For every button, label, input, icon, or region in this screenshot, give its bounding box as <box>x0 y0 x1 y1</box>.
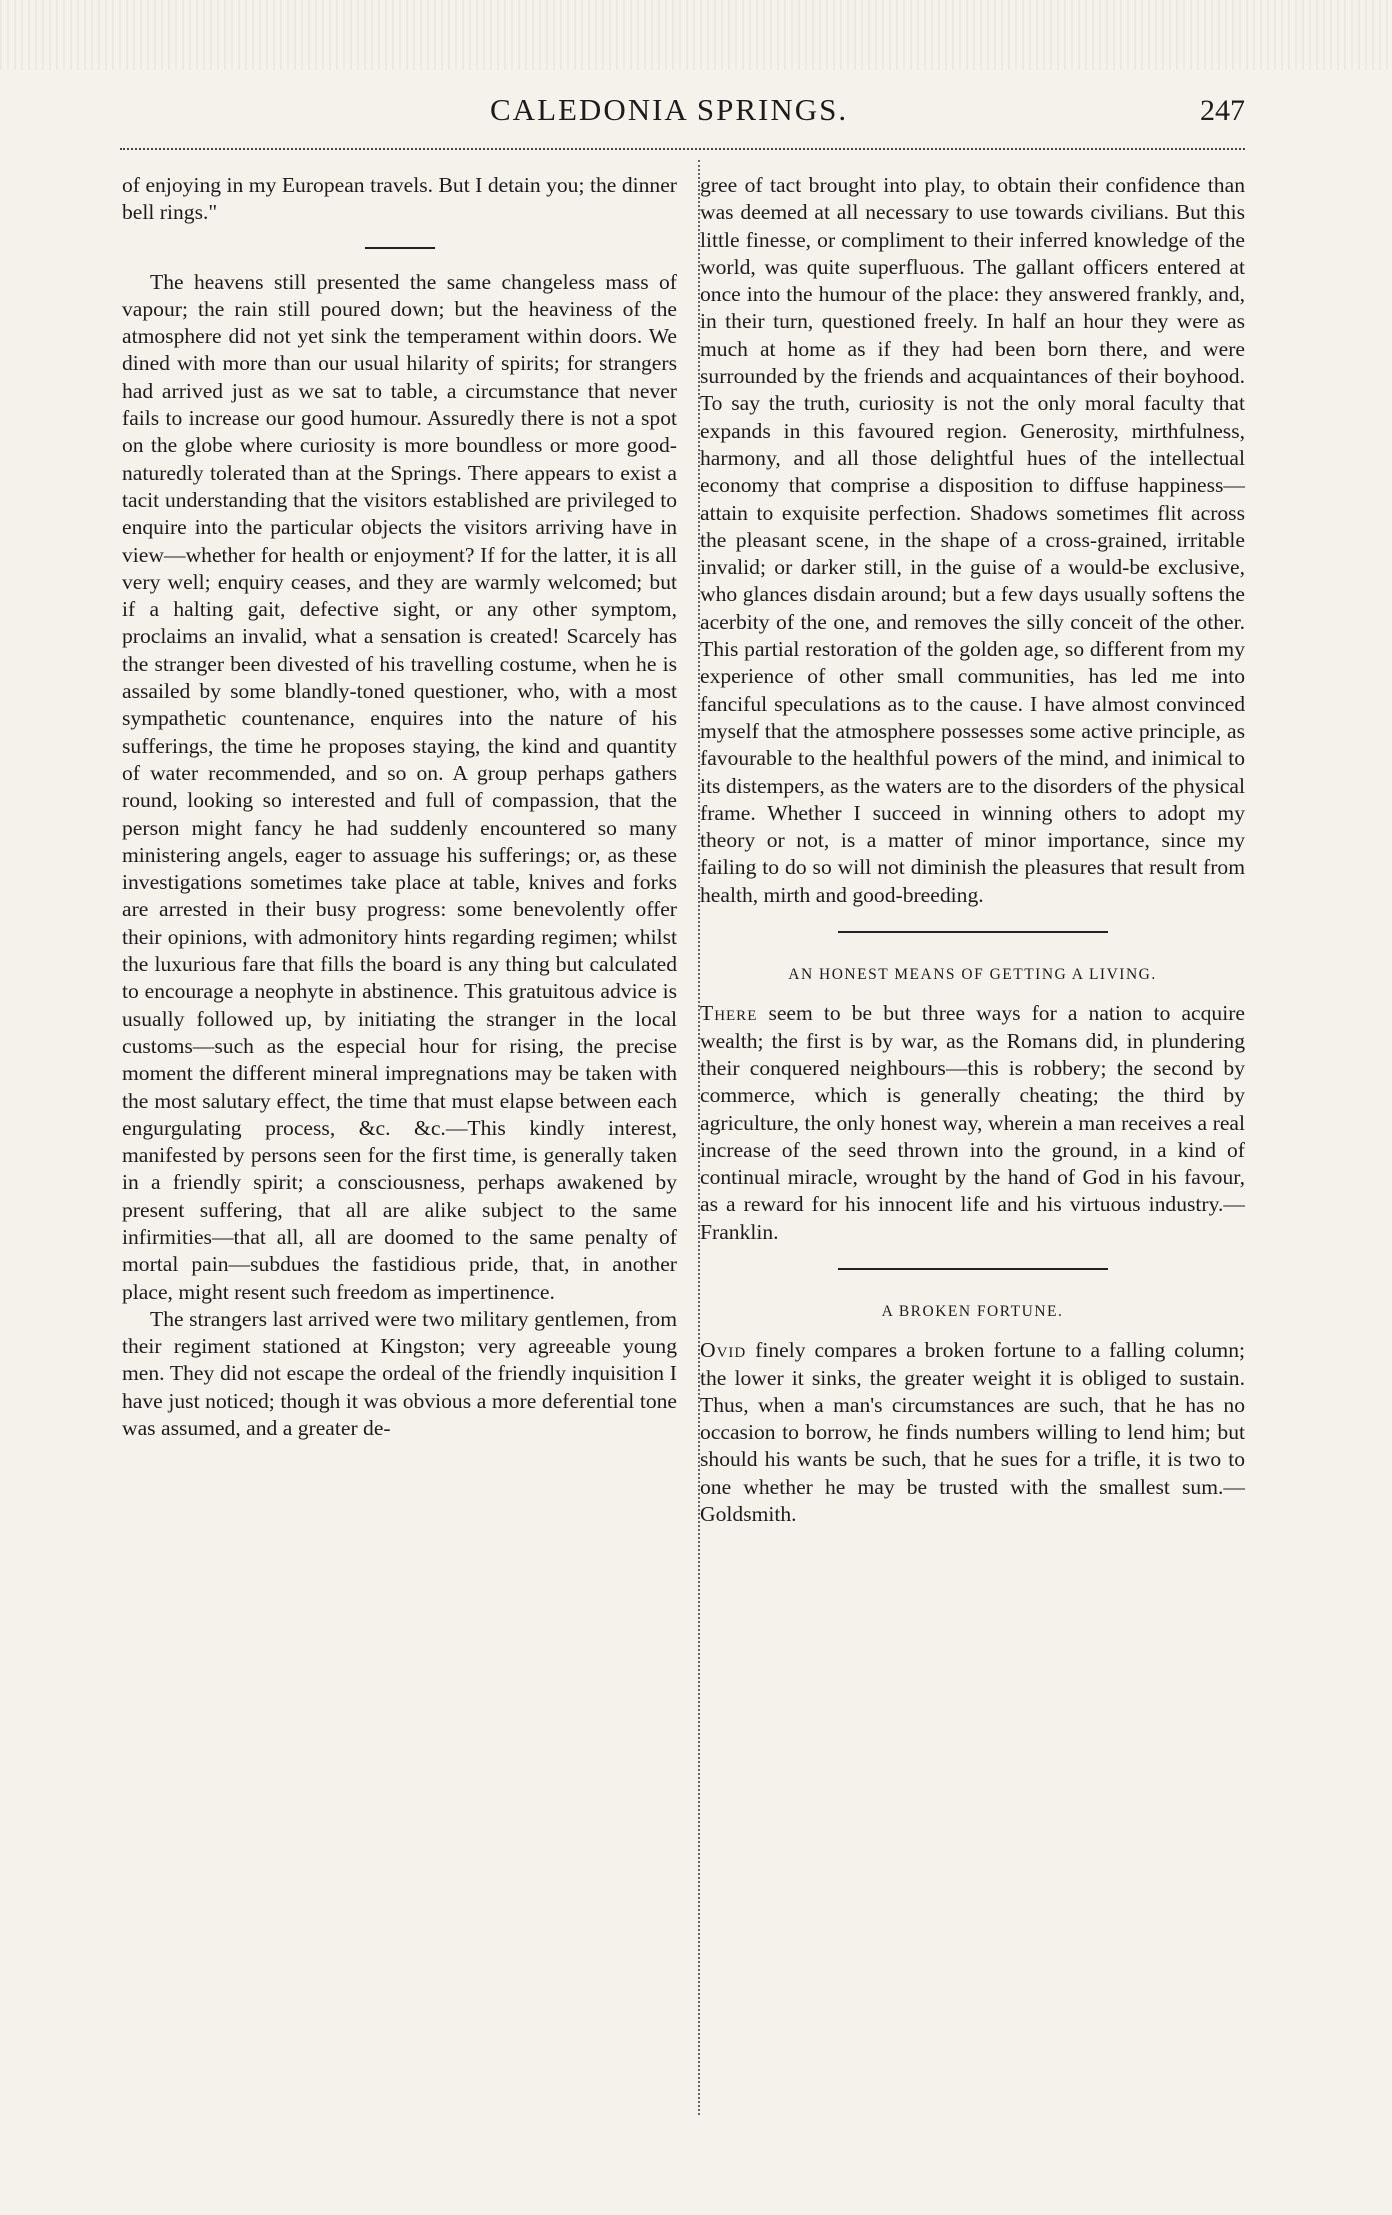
page-number: 247 <box>1200 94 1245 127</box>
section-rule <box>838 931 1108 933</box>
header-rule <box>120 148 1245 150</box>
paragraph-body: seem to be but three ways for a nation to acquire wealth; the first is by war, as the Romans did, in plundering their conquered neighbours—this is robbery; the second by commerce, which is generally cheating; the third by agriculture, the only honest way, wherein a man receives a real increase of the seed thrown into the ground, in a kind of continual miracle, wrought by the hand of God in his favour, as a reward for his innocent life and his virtuous industry.—Franklin. <box>700 1001 1245 1244</box>
paragraph: gree of tact brought into play, to obtain their confidence than was deemed at all necessary to use towards civilians. But this little finesse, or compliment to their inferred knowledge of the world, was quite superfluous. The gallant officers entered at once into the humour of the place: they answered frankly, and, in their turn, questioned freely. In half an hour they were as much at home as if they had been born there, and were surrounded by the friends and acquaintances of their boyhood. To say the truth, curiosity is not the only moral faculty that expands in this favoured region. Generosity, mirthfulness, harmony, and all those delightful hues of the intellectual economy that comprise a disposition to diffuse happiness—attain to exquisite perfection. Shadows sometimes flit across the pleasant scene, in the shape of a cross-grained, irritable invalid; or darker still, in the guise of a would-be exclusive, who glances disdain around; but a few days usually softens the acerbity of the one, and removes the silly conceit of the other. This partial restoration of the golden age, so different from my experience of other small communities, has led me into fanciful speculations as to the cause. I have almost convinced myself that the atmosphere possesses some active principle, as favourable to the healthful powers of the mind, and inimical to its distempers, as the waters are to the disorders of the physical frame. Whether I succeed in winning others to adopt my theory or not, is a matter of minor importance, since my failing to do so will not diminish the pleasures that result from health, mirth and good-breeding. <box>700 173 1245 907</box>
scan-noise <box>0 0 1392 70</box>
running-title: CALEDONIA SPRINGS. <box>490 92 849 127</box>
paragraph: The strangers last arrived were two military gentlemen, from their regiment stationed at Kingston; very agreeable young men. They did not escape the ordeal of the friendly inquisition I have just noticed; though it was obvious a more deferential tone was assumed, and a greater de- <box>122 1306 677 1441</box>
section-heading: AN HONEST MEANS OF GETTING A LIVING. <box>788 966 1157 984</box>
paragraph-body: finely compares a broken fortune to a falling column; the lower it sinks, the greater weight it is obliged to sustain. Thus, when a man's circumstances are such, that he has no occasion to borrow, he finds numbers willing to lend him; but should his wants be such, that he sues for a trifle, it is two to one whether he may be trusted with the smallest sum.—Goldsmith. <box>700 1338 1245 1527</box>
section-rule <box>838 1268 1108 1270</box>
lead-word: There <box>700 1001 758 1026</box>
lead-word: Ovid <box>700 1338 747 1363</box>
right-column <box>700 172 1245 1528</box>
section-heading: A BROKEN FORTUNE. <box>881 1302 1064 1320</box>
paragraph: of enjoying in my European travels. But I detain you; the dinner bell rings." <box>122 173 677 225</box>
paragraph <box>700 1000 1245 1246</box>
paragraph: The heavens still presented the same changeless mass of vapour; the rain still poured down; but the heaviness of the atmosphere did not yet sink the temperament within doors. We dined with more than our usual hilarity of spirits; for strangers had arrived just as we sat to table, a circumstance that never fails to increase our good humour. Assuredly there is not a spot on the globe where curiosity is more boundless or more good-naturedly tolerated than at the Springs. There appears to exist a tacit understanding that the visitors established are privileged to enquire into the particular objects the visitors arriving have in view—whether for health or enjoyment? If for the latter, it is all very well; enquiry ceases, and they are warmly welcomed; but if a halting gait, defective sight, or any other symptom, proclaims an invalid, what a sensation is created! Scarcely has the stranger been divested of his travelling costume, when he is assailed by some blandly-toned questioner, who, with a most sympathetic countenance, enquires into the nature of his sufferings, the time he proposes staying, the kind and quantity of water recommended, and so on. A group perhaps gathers round, looking so interested and full of compassion, that the person might fancy he had suddenly encountered so many ministering angels, eager to assuage his sufferings; or, as these investigations sometimes take place at table, knives and forks are arrested in their busy progress: some benevolently offer their opinions, with admonitory hints regarding regimen; whilst the luxurious fare that fills the board is any thing but calculated to encourage a neophyte in abstinence. This gratuitous advice is usually followed up, by initiating the stranger in the local customs—such as the especial hour for rising, the precise moment the different mineral impregnations may be taken with the most salutary effect, the time that must elapse between each engurgulating process, &c. &c.—This kindly interest, manifested by persons seen for the first time, is generally taken in a friendly spirit; a consciousness, perhaps awakened by present suffering, that all are alike subject to the same infirmities—that all, all are doomed to the same penalty of mortal pain—subdues the fastidious pride, that, in another place, might resent such freedom as impertinence. <box>122 269 677 1304</box>
paragraph <box>700 1337 1245 1528</box>
page-header <box>120 92 1245 136</box>
section-rule <box>365 247 435 249</box>
left-column <box>122 172 677 1442</box>
